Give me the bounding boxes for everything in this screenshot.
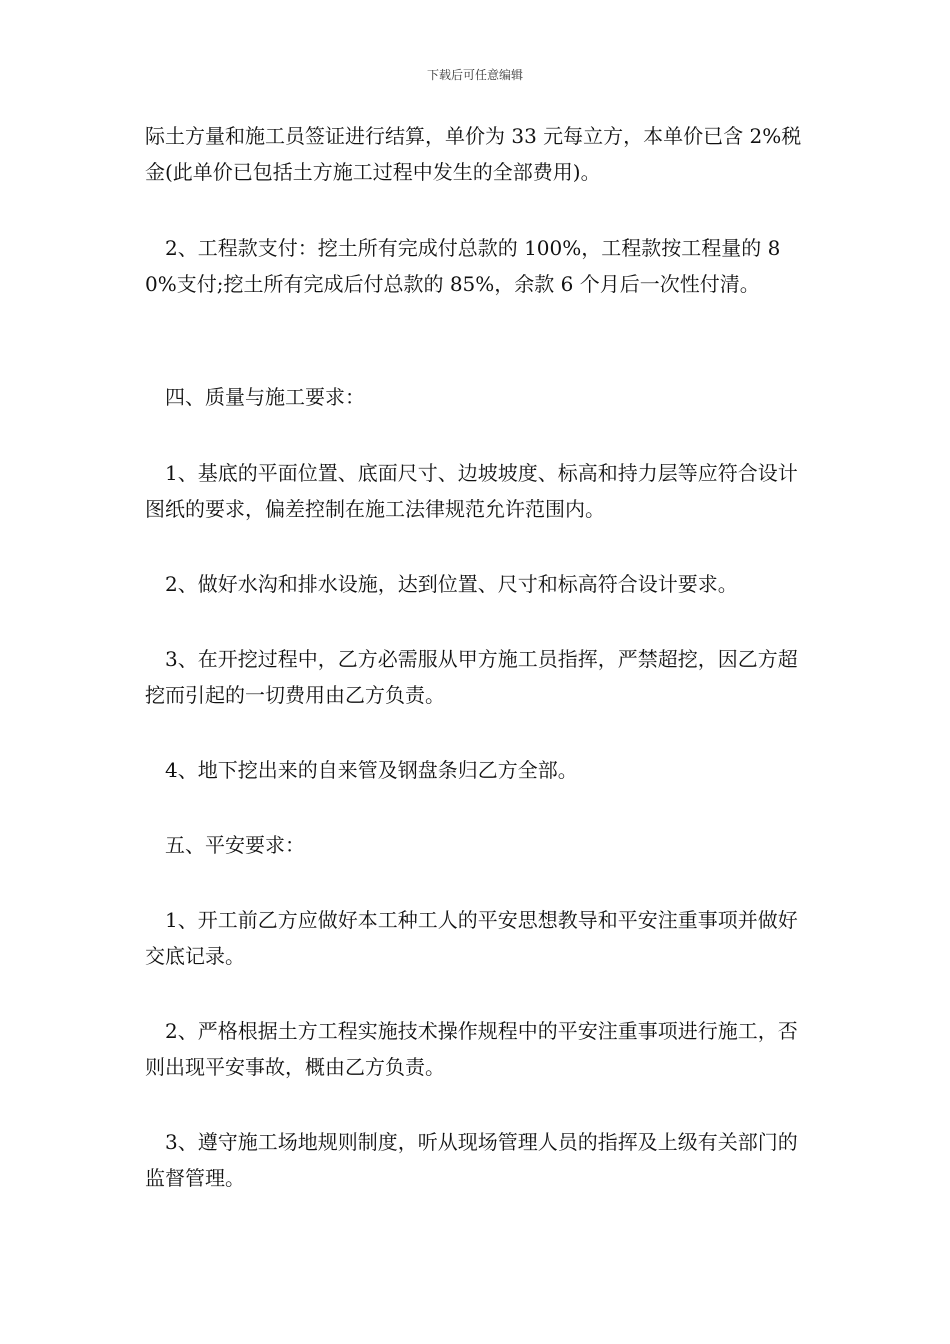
paragraph-quality-3: 3、在开挖过程中，乙方必需服从甲方施工员指挥，严禁超挖，因乙方超挖而引起的一切费用由乙方负责。 (145, 647, 798, 707)
header-note: 下载后可任意编辑 (426, 68, 523, 82)
paragraph-safety-2: 2、严格根据土方工程实施技术操作规程中的平安注重事项进行施工，否则出现平安事故，概由乙方负责。 (145, 1019, 798, 1079)
paragraph-quality-2: 2、做好水沟和排水设施，达到位置、尺寸和标高符合设计要求。 (145, 572, 738, 596)
section-heading-quality: 四、质量与施工要求： (145, 385, 365, 409)
paragraph-quality-1: 1、基底的平面位置、底面尺寸、边坡坡度、标高和持力层等应符合设计图纸的要求，偏差控制在施工法律规范允许范围内。 (145, 461, 798, 521)
paragraph-quality-4: 4、地下挖出来的自来管及钢盘条归乙方全部。 (145, 758, 578, 782)
paragraph-settlement: 际土方量和施工员签证进行结算，单价为 33 元每立方，本单价已含 2%税金(此单价已包括土方施工过程中发生的全部费用)。 (145, 124, 802, 184)
paragraph-safety-3: 3、遵守施工场地规则制度，听从现场管理人员的指挥及上级有关部门的监督管理。 (145, 1130, 798, 1190)
paragraph-safety-1: 1、开工前乙方应做好本工种工人的平安思想教导和平安注重事项并做好交底记录。 (145, 908, 798, 968)
paragraph-payment: 2、工程款支付：挖土所有完成付总款的 100%，工程款按工程量的 80%支付;挖土所有完成后付总款的 85%，余款 6 个月后一次性付清。 (145, 236, 781, 296)
section-heading-safety: 五、平安要求： (145, 833, 305, 857)
